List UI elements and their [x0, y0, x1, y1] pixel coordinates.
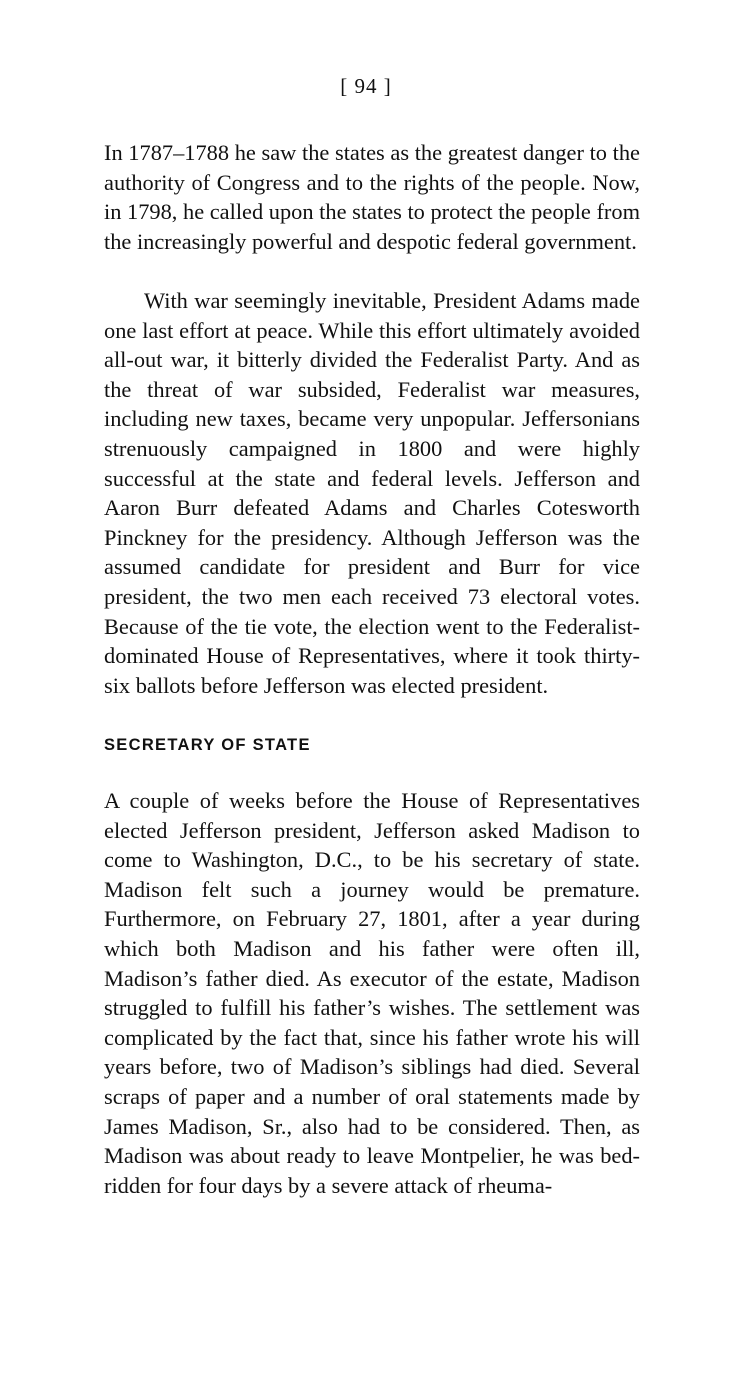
paragraph-text: In 1787–1788 he saw the states as the greatest danger to the authority of Congress and to the rights of the people. Now, in 1798, he called upon the states to protect the people from the increasingly powerful and despotic federal government. — [104, 140, 640, 254]
paragraph-opening — [104, 138, 640, 256]
paragraph-election-1800 — [104, 286, 640, 700]
paragraph-secretary-of-state — [104, 786, 640, 1200]
paragraph-text: A couple of weeks before the House of Representatives elected Jefferson president, Jefferson asked Madison to come to Washington, D.C., to be his secretary of state. Madison felt such a journey would be premature. Furthermore, on February 27, 1801, after a year during which both Madison and his father were often ill, Madison’s father died. As executor of the estate, Madison struggled to fulfill his father’s wishes. The settlement was complicated by the fact that, since his father wrote his will years before, two of Madison’s siblings had died. Several scraps of paper and a number of oral statements made by James Madison, Sr., also had to be considered. Then, as Madison was about ready to leave Montpelier, he was bed-ridden for four days by a severe attack of rheuma- — [104, 788, 640, 1198]
page-number: [ 94 ] — [340, 74, 392, 98]
paragraph-text: With war seemingly inevitable, President Adams made one last effort at peace. While this effort ultimately avoided all-out war, it bitterly divided the Federalist Party. And as the threat of war subsided, Federalist war measures, including new taxes, became very unpopular. Jeffersonians strenuously campaigned in 1800 and were highly successful at the state and federal levels. Jefferson and Aaron Burr defeated Adams and Charles Cotesworth Pinckney for the presidency. Although Jefferson was the assumed candidate for president and Burr for vice president, the two men each received 73 electoral votes. Because of the tie vote, the election went to the Federalist-dominated House of Representatives, where it took thirty-six ballots before Jefferson was elected president. — [104, 288, 640, 698]
section-heading: SECRETARY OF STATE — [104, 736, 311, 754]
